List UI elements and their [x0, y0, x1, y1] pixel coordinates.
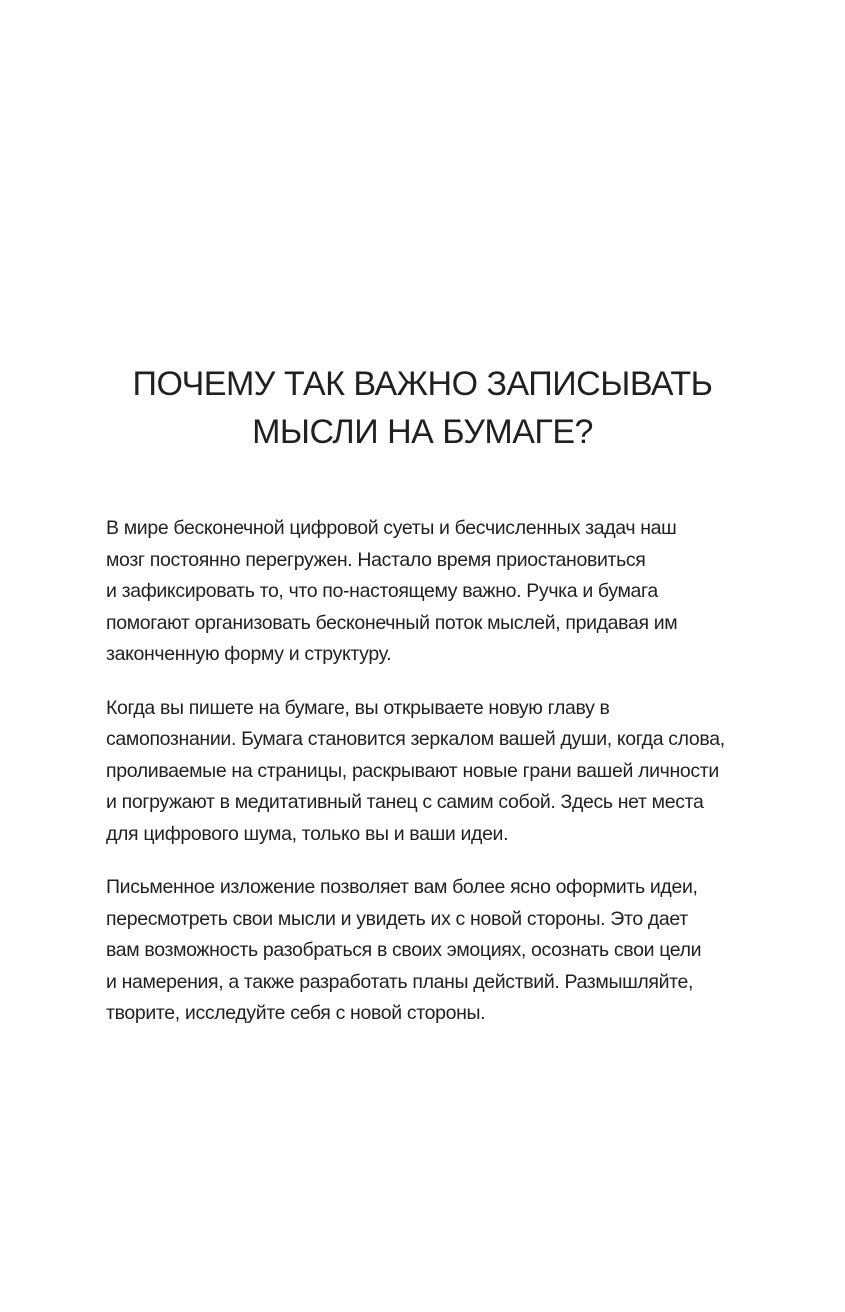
paragraph-2 — [106, 693, 796, 851]
text-line: самопознании. Бумага становится зеркалом вашей души, когда слова, — [106, 728, 725, 750]
text-line: законченную форму и структуру. — [106, 643, 392, 665]
text-line: Когда вы пишете на бумаге, вы открываете новую главу в — [106, 696, 610, 719]
text-line: Письменное изложение позволяет вам более ясно оформить идеи, — [106, 876, 698, 898]
text-line: помогают организовать бесконечный поток мыслей, придавая им — [106, 611, 678, 634]
text-line: пересмотреть свои мысли и увидеть их с новой стороны. Это дает — [106, 907, 688, 930]
paragraph-1 — [106, 513, 796, 671]
page-title — [0, 360, 845, 456]
text-line: вам возможность разобраться в своих эмоциях, осознать свои цели — [106, 939, 702, 961]
text-line: мозг постоянно перегружен. Настало время приостановиться — [106, 548, 646, 571]
title-line-1: ПОЧЕМУ ТАК ВАЖНО ЗАПИСЫВАТЬ — [132, 365, 713, 403]
paragraph-3 — [106, 872, 796, 1030]
title-line-2: МЫСЛИ НА БУМАГЕ? — [252, 413, 593, 451]
text-line: и погружают в медитативный танец с самим собой. Здесь нет места — [106, 791, 704, 813]
text-line: и зафиксировать то, что по-настоящему важно. Ручка и бумага — [106, 580, 658, 602]
text-line: проливаемые на страницы, раскрывают новые грани вашей личности — [106, 759, 719, 782]
body-text — [106, 513, 796, 1052]
text-line: для цифрового шума, только вы и ваши идеи. — [106, 822, 509, 845]
text-line: и намерения, а также разработать планы действий. Размышляйте, — [106, 970, 694, 993]
text-line: В мире бесконечной цифровой суеты и бесчисленных задач наш — [106, 517, 677, 539]
text-line: творите, исследуйте себя с новой стороны. — [106, 1002, 486, 1024]
